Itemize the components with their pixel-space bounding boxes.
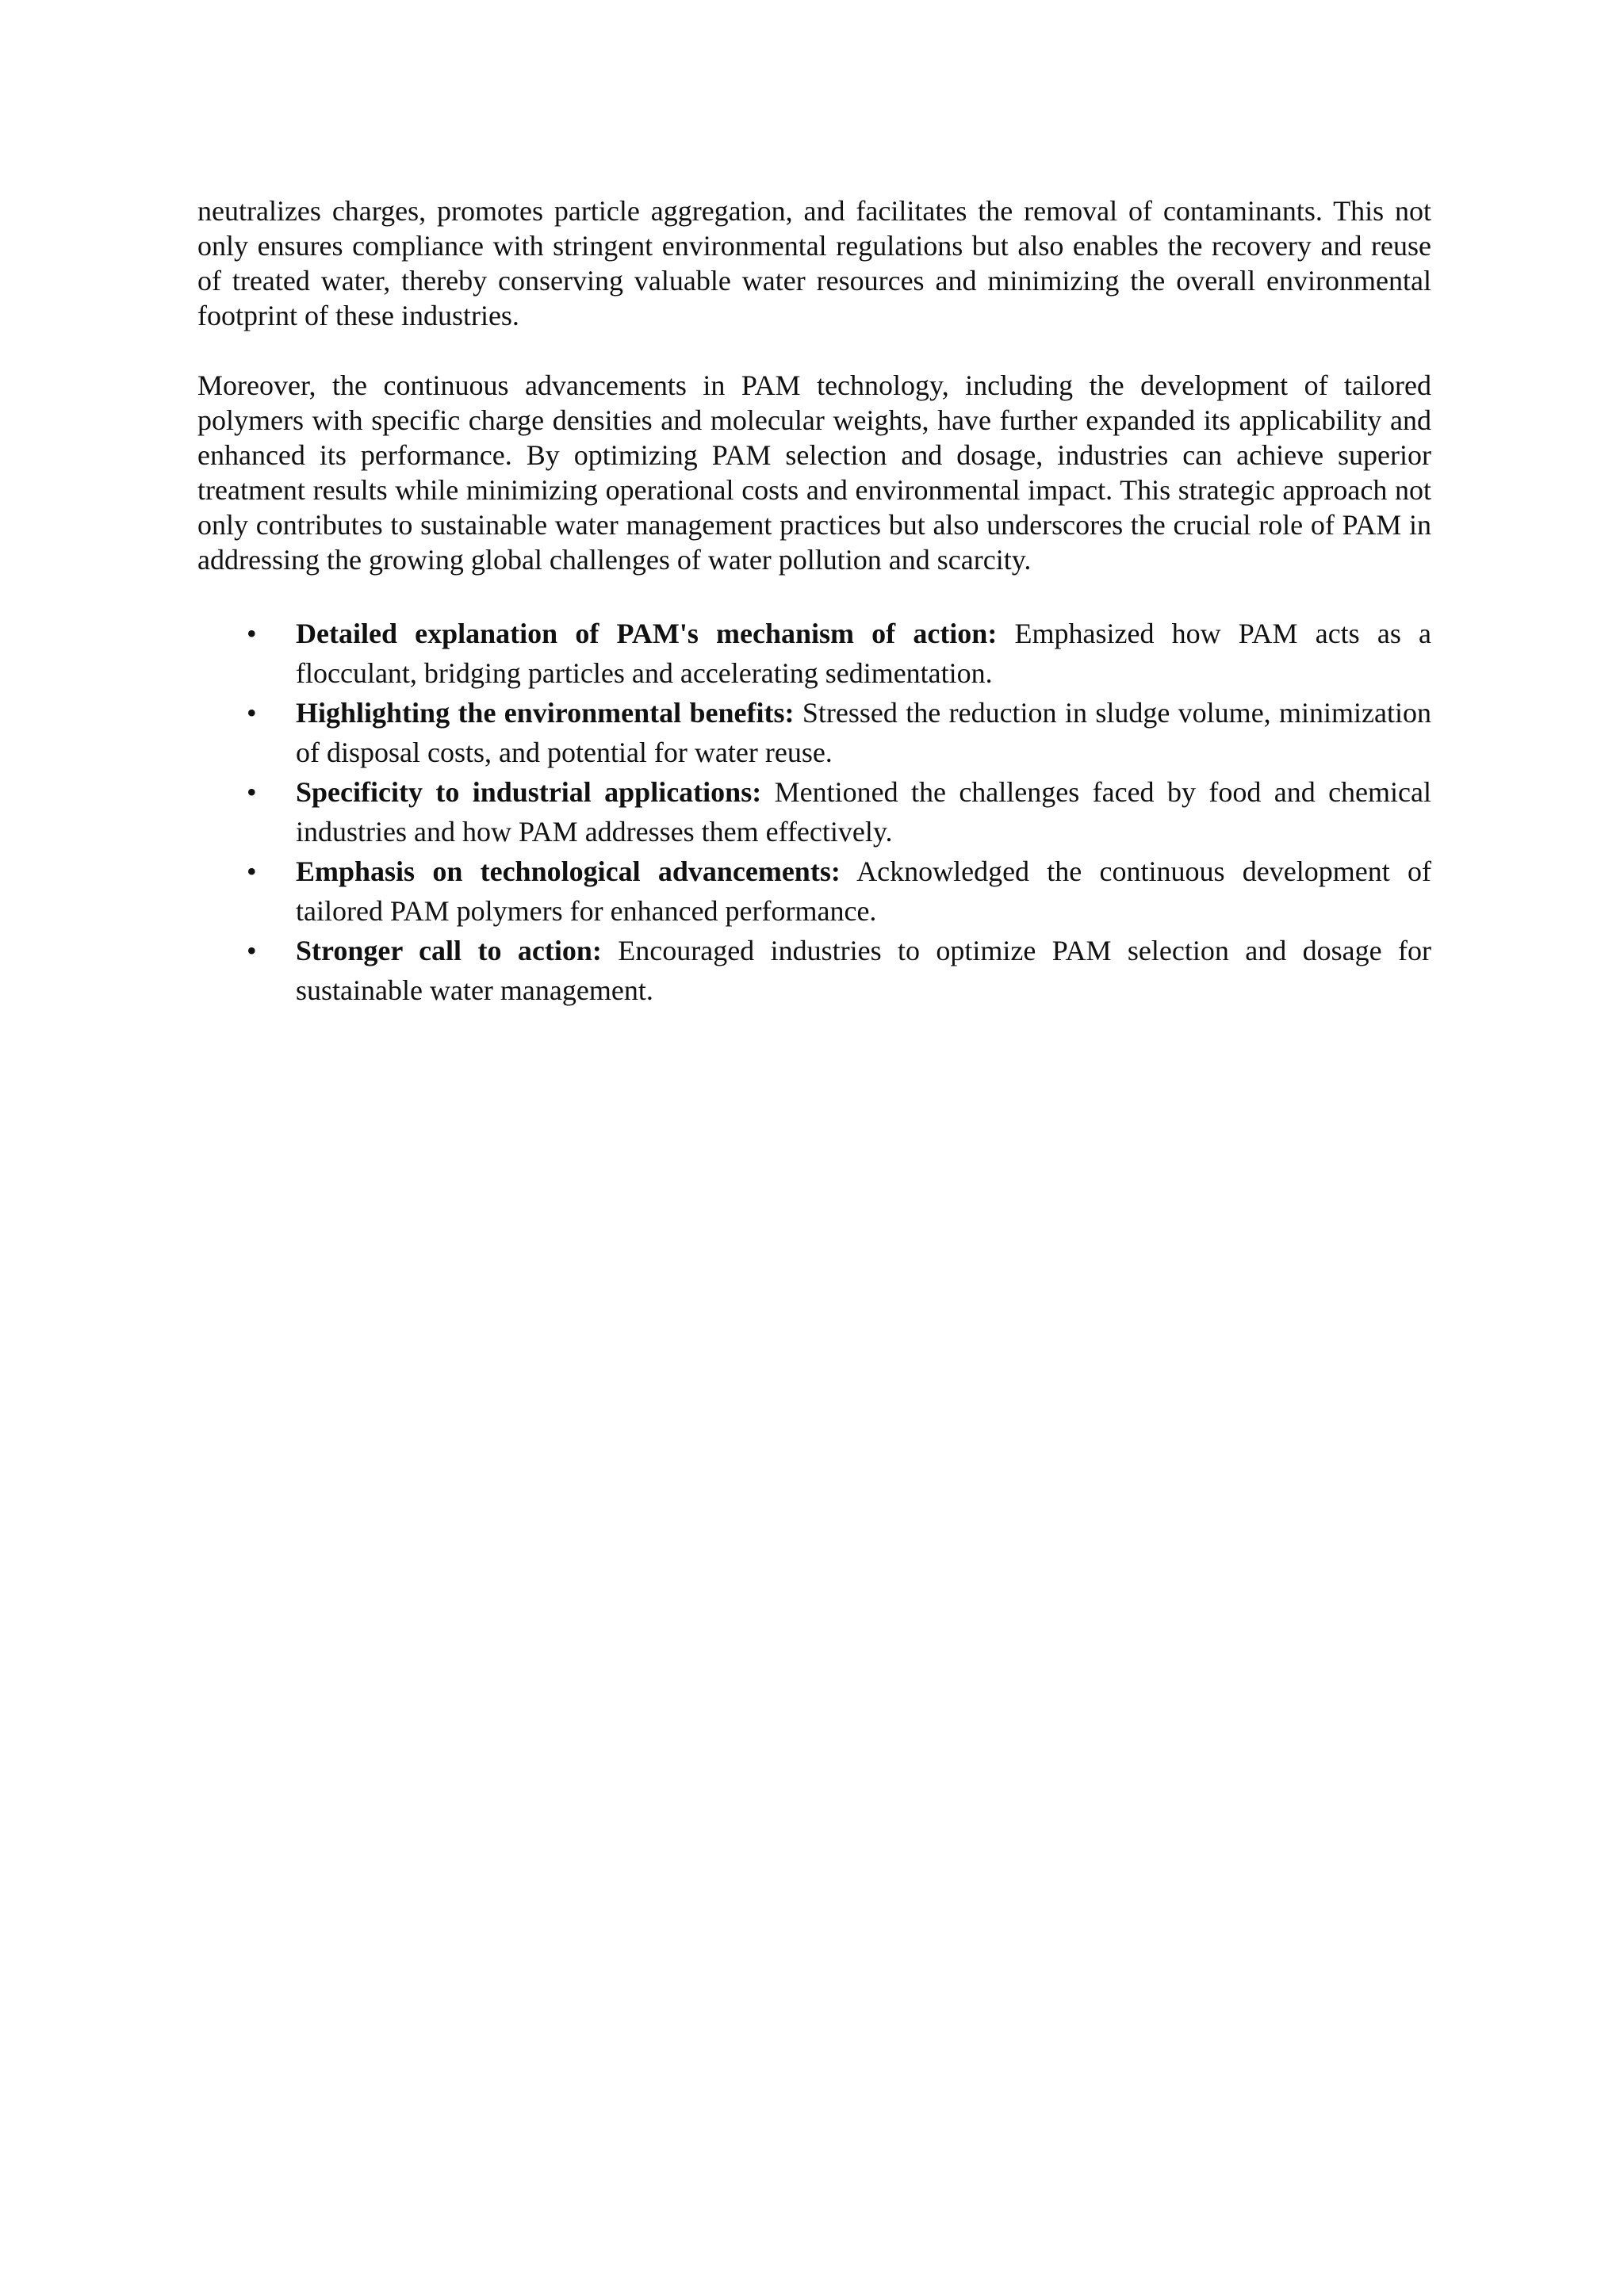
list-item xyxy=(247,931,1431,1010)
body-paragraph: Moreover, the continuous advancements in PAM technology, including the development of tailored polymers with specific charge densities and molecular weights, have further expanded its applicability and enhanced its performance. By optimizing PAM selection and dosage, industries can achieve superior treatment results while minimizing operational costs and environmental impact. This strategic approach not only contributes to sustainable water management practices but also underscores the crucial role of PAM in addressing the growing global challenges of water pollution and scarcity. xyxy=(197,369,1431,576)
bullet-title: Specificity to industrial applications: xyxy=(296,776,762,808)
bullet-text: Encouraged industries to optimize PAM selection and dosage for sustainable water management. xyxy=(296,935,1431,1006)
bullet-icon: • xyxy=(247,776,257,808)
bullet-icon: • xyxy=(247,697,257,729)
bullet-icon: • xyxy=(247,855,257,887)
bullet-text: Acknowledged the continuous development of tailored PAM polymers for enhanced performance. xyxy=(296,855,1431,927)
bullet-title: Stronger call to action: xyxy=(296,935,602,966)
bullet-title: Highlighting the environmental benefits: xyxy=(296,697,795,729)
bullet-text: Mentioned the challenges faced by food and chemical industries and how PAM addresses them effectively. xyxy=(296,776,1431,848)
bullet-title: Detailed explanation of PAM's mechanism of action: xyxy=(296,618,998,649)
bullet-text: Emphasized how PAM acts as a flocculant, bridging particles and accelerating sedimentation. xyxy=(296,618,1431,689)
list-item xyxy=(247,614,1431,693)
summary-bullet-list xyxy=(197,614,1431,1010)
list-item xyxy=(247,772,1431,851)
list-item xyxy=(247,693,1432,772)
bullet-icon: • xyxy=(247,618,257,649)
bullet-text: Stressed the reduction in sludge volume, minimization of disposal costs, and potential for water reuse. xyxy=(296,697,1432,768)
bullet-icon: • xyxy=(247,935,257,966)
document-page xyxy=(197,193,1431,1010)
body-paragraph: neutralizes charges, promotes particle aggregation, and facilitates the removal of contaminants. This not only ensures compliance with stringent environmental regulations but also enables the recovery and reuse of treated water, thereby conserving valuable water resources and minimizing the overall environmental footprint of these industries. xyxy=(197,195,1431,331)
list-item xyxy=(247,851,1431,931)
bullet-title: Emphasis on technological advancements: xyxy=(296,855,841,887)
